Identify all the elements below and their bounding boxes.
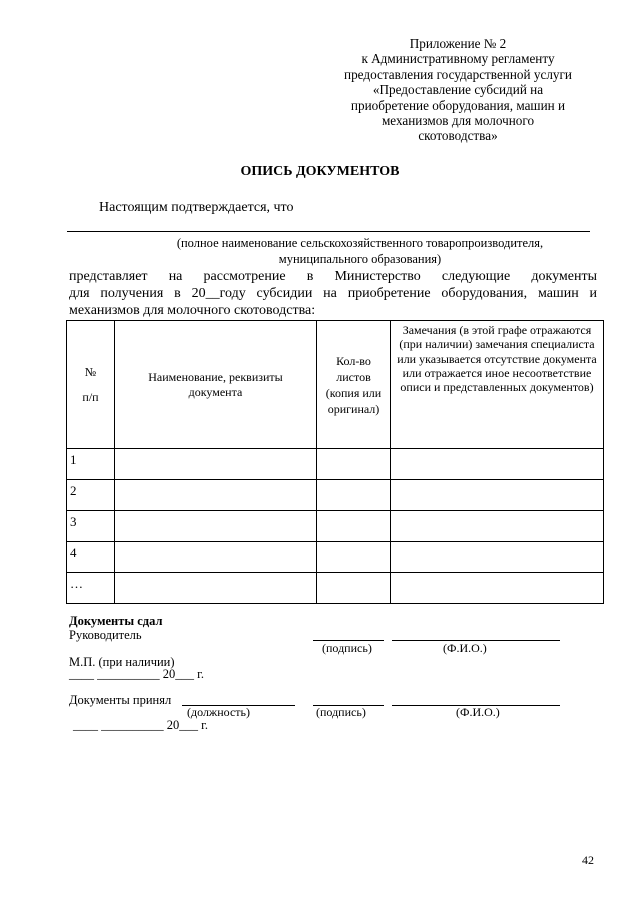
body-line: представляет на рассмотрение в Министерство следующие документы (69, 269, 597, 284)
received-date-line: ____ __________ 20___ г. (73, 718, 208, 732)
row-number: 4 (67, 542, 115, 573)
appendix-line: механизмов для молочного (381, 113, 535, 129)
body-line: механизмов для молочного скотоводства: (69, 303, 316, 318)
fill-note-line1: (полное наименование сельскохозяйственного товаропроизводителя, (176, 236, 544, 250)
received-signature-caption: (подпись) (316, 705, 366, 719)
remarks-cell[interactable] (391, 511, 604, 542)
submitted-head-label: Руководитель (69, 628, 142, 642)
appendix-header (318, 36, 598, 144)
table-row (67, 511, 604, 542)
submitted-heading: Документы сдал (69, 614, 163, 628)
header-num (67, 321, 115, 449)
header-page-count: Кол-во листов (копия или оригинал) (317, 321, 391, 449)
stamp-label: М.П. (при наличии) (69, 655, 175, 669)
received-label: Документы принял (69, 693, 172, 707)
submitted-signature-caption: (подпись) (322, 641, 372, 655)
page-count-cell[interactable] (317, 449, 391, 480)
body-line: для получения в 20__году субсидии на приобретение оборудования, машин и (69, 286, 597, 301)
document-name-cell[interactable] (115, 480, 317, 511)
page-number: 42 (582, 853, 594, 867)
page-count-cell[interactable] (317, 480, 391, 511)
body-paragraph (69, 268, 597, 319)
appendix-line: «Предоставление субсидий на (372, 82, 544, 98)
confirm-text: Настоящим подтверждается, что (99, 200, 294, 215)
producer-name-line[interactable] (67, 231, 590, 232)
remarks-cell[interactable] (391, 480, 604, 511)
document-name-cell[interactable] (115, 511, 317, 542)
header-document-name: Наименование, реквизиты документа (115, 321, 317, 449)
appendix-line: Приложение № 2 (409, 36, 507, 51)
table-row (67, 542, 604, 573)
document-name-cell[interactable] (115, 573, 317, 604)
document-name-cell[interactable] (115, 449, 317, 480)
table-header-row (67, 321, 604, 449)
page-count-cell[interactable] (317, 573, 391, 604)
remarks-cell[interactable] (391, 573, 604, 604)
received-position-caption: (должность) (187, 705, 250, 719)
table-row (67, 573, 604, 604)
page-count-cell[interactable] (317, 542, 391, 573)
row-number: 1 (67, 449, 115, 480)
table-row (67, 449, 604, 480)
row-number: 3 (67, 511, 115, 542)
header-num-symbol: № (84, 365, 97, 380)
header-remarks: Замечания (в этой графе отражаются (при наличии) замечания специалиста или указывается отсутствие документа или отражается иное несоответствие описи и представленных документов) (391, 321, 604, 449)
document-title: ОПИСЬ ДОКУМЕНТОВ (240, 164, 400, 179)
submitted-date-line: ____ __________ 20___ г. (69, 667, 204, 681)
page-count-cell[interactable] (317, 511, 391, 542)
appendix-line: предоставления государственной услуги (344, 66, 572, 82)
submitted-fio-caption: (Ф.И.О.) (443, 641, 487, 655)
appendix-line: приобретение оборудования, машин и (350, 97, 566, 113)
received-fio-caption: (Ф.И.О.) (456, 705, 500, 719)
row-number: 2 (67, 480, 115, 511)
document-name-cell[interactable] (115, 542, 317, 573)
appendix-line: к Административному регламенту (361, 51, 555, 67)
remarks-cell[interactable] (391, 542, 604, 573)
documents-table (66, 320, 604, 604)
row-number: … (67, 573, 115, 604)
table-row (67, 480, 604, 511)
header-num-pp: п/п (82, 389, 99, 404)
remarks-cell[interactable] (391, 449, 604, 480)
appendix-line: скотоводства» (418, 128, 498, 144)
fill-note-line2: муниципального образования) (278, 252, 442, 266)
